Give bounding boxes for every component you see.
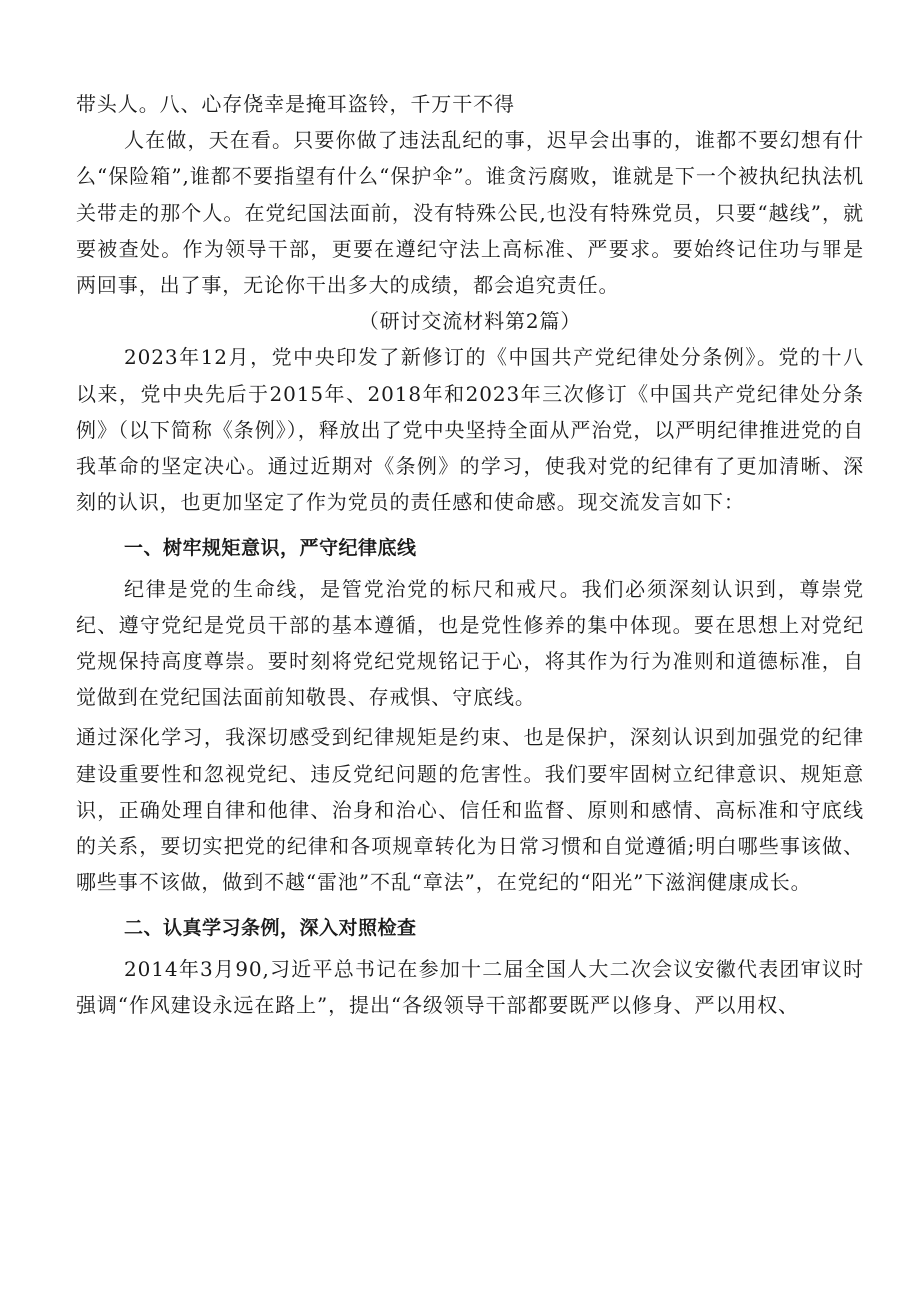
paragraph-work-style: 2014年3月90,习近平总书记在参加十二届全国人大二次会议安徽代表团审议时强调“作风建设永远在路上”，提出“各级领导干部都要既严以修身、严以用权、 <box>76 956 864 1017</box>
section-title: （研讨交流材料第2篇） <box>358 309 582 334</box>
paragraph-deepened-study: 通过深化学习，我深切感受到纪律规矩是约束、也是保护，深刻认识到加强党的纪律建设重要性和忽视党纪、违反党纪问题的危害性。我们要牢固树立纪律意识、规矩意识，正确处理自律和他律、治身和治心、信任和监督、原则和感情、高标准和守底线的关系，要切实把党的纪律和各项规章转化为日常习惯和自觉遵循;明白哪些事该做、哪些事不该做，做到不越“雷池”不乱“章法”，在党纪的“阳光”下滋润健康成长。 <box>76 725 864 895</box>
paragraph-accountability: 人在做，天在看。只要你做了违法乱纪的事，迟早会出事的，谁都不要幻想有什么“保险箱”,谁都不要指望有什么“保护伞”。谁贪污腐败，谁就是下一个被执纪执法机关带走的那个人。在党纪国法面前，没有特殊公民,也没有特殊党员，只要“越线”，就要被查处。作为领导干部，更要在遵纪守法上高标准、严要求。要始终记住功与罪是两回事，出了事，无论你干出多大的成绩，都会追究责任。 <box>76 128 864 298</box>
heading-study-regulations: 二、认真学习条例，深入对照检查 <box>124 917 417 940</box>
paragraph-introduction: 2023年12月，党中央印发了新修订的《中国共产党纪律处分条例》。党的十八以来，党中央先后于2015年、2018年和2023年三次修订《中国共产党纪律处分条例》（以下简称《条例》），释放出了党中央坚持全面从严治党，以严明纪律推进党的自我革命的坚定决心。通过近期对《条例》的学习，使我对党的纪律有了更加清晰、深刻的认识，也更加坚定了作为党员的责任感和使命感。现交流发言如下： <box>76 345 864 515</box>
paragraph-continuation: 带头人。八、心存侥幸是掩耳盗铃，千万干不得 <box>76 92 515 116</box>
paragraph-discipline-lifeline: 纪律是党的生命线，是管党治党的标尺和戒尺。我们必须深刻认识到，尊崇党纪、遵守党纪是党员干部的基本遵循，也是党性修养的集中体现。要在思想上对党纪党规保持高度尊崇。要时刻将党纪党规铭记于心，将其作为行为准则和道德标准，自觉做到在党纪国法面前知敬畏、存戒惧、守底线。 <box>76 576 864 710</box>
document-page <box>76 86 864 1023</box>
heading-discipline-awareness: 一、树牢规矩意识，严守纪律底线 <box>124 537 417 560</box>
